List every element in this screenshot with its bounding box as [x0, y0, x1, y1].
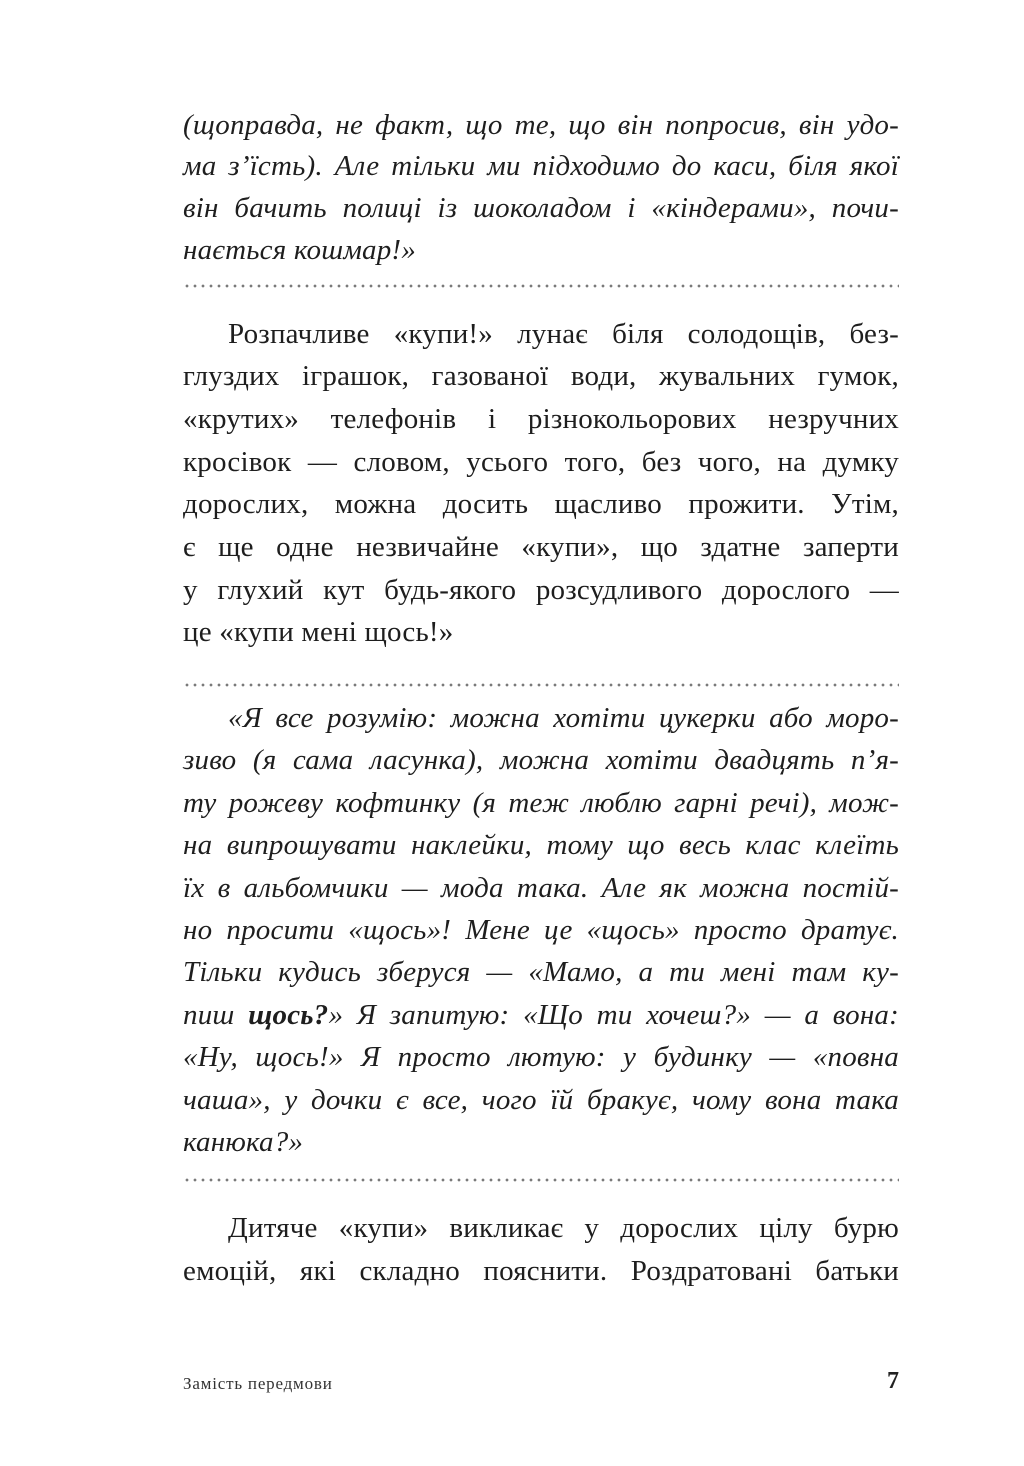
- quote-line: зиво (я сама ласунка), можна хотіти двадцять п’я-: [183, 744, 899, 776]
- paragraph-line: є ще одне незвичайне «купи», що здатне заперти: [183, 531, 899, 563]
- paragraph-line: дорослих, можна досить щасливо прожити. Утім,: [183, 488, 899, 520]
- paragraph-line: у глухий кут будь-якого розсудливого дорослого —: [183, 574, 899, 606]
- quote-line: канюка?»: [183, 1126, 304, 1158]
- quote-line: ту рожеву кофтинку (я теж люблю гарні речі), мож-: [183, 787, 899, 819]
- quote-line: ма з’їсть). Але тільки ми підходимо до каси, біля якої: [183, 150, 899, 182]
- dotted-separator: [183, 683, 899, 687]
- paragraph-line: глуздих іграшок, газованої води, жувальних гумок,: [183, 360, 899, 392]
- quote-text: пиш: [183, 999, 249, 1031]
- quote-line: Тільки кудись зберуся — «Мамо, а ти мені там ку-: [183, 956, 899, 988]
- paragraph-line: кросівок — словом, усього того, без чого, на думку: [183, 446, 899, 478]
- quote-line: він бачить полиці із шоколадом і «кіндерами», почи-: [183, 192, 899, 224]
- quote-text: » Я запитую: «Що ти хочеш?» — а вона:: [328, 999, 899, 1031]
- book-page: [183, 0, 899, 1466]
- quote-line: на випрошувати наклейки, тому що весь клас клеїть: [183, 829, 899, 861]
- page-number: 7: [887, 1368, 899, 1394]
- paragraph-line: це «купи мені щось!»: [183, 616, 454, 648]
- dotted-separator: [183, 1178, 899, 1182]
- paragraph-line: Дитяче «купи» викликає у дорослих цілу бурю: [228, 1212, 899, 1244]
- quote-line: «Ну, щось!» Я просто лютую: у будинку — «повна: [183, 1041, 899, 1073]
- quote-line: но просити «щось»! Мене це «щось» просто дратує.: [183, 914, 899, 946]
- paragraph-line: «крутих» телефонів і різнокольорових незручних: [183, 403, 899, 435]
- emphasized-word: щось?: [248, 999, 329, 1031]
- running-footer-section-title: Замість передмови: [183, 1374, 333, 1393]
- quote-line: їх в альбомчики — мода така. Але як можна постій-: [183, 872, 899, 904]
- quote-line: [183, 994, 899, 1037]
- quote-line: (щоправда, не факт, що те, що він попросив, він удо-: [183, 109, 899, 141]
- paragraph-line: емоцій, які складно пояснити. Роздратовані батьки: [183, 1255, 899, 1287]
- quote-line: «Я все розумію: можна хотіти цукерки або моро-: [228, 702, 899, 734]
- dotted-separator: [183, 284, 899, 288]
- quote-line: чаша», у дочки є все, чого їй бракує, чому вона така: [183, 1084, 899, 1116]
- paragraph-line: Розпачливе «купи!» лунає біля солодощів, без-: [228, 318, 899, 350]
- quote-line: нається кошмар!»: [183, 234, 416, 266]
